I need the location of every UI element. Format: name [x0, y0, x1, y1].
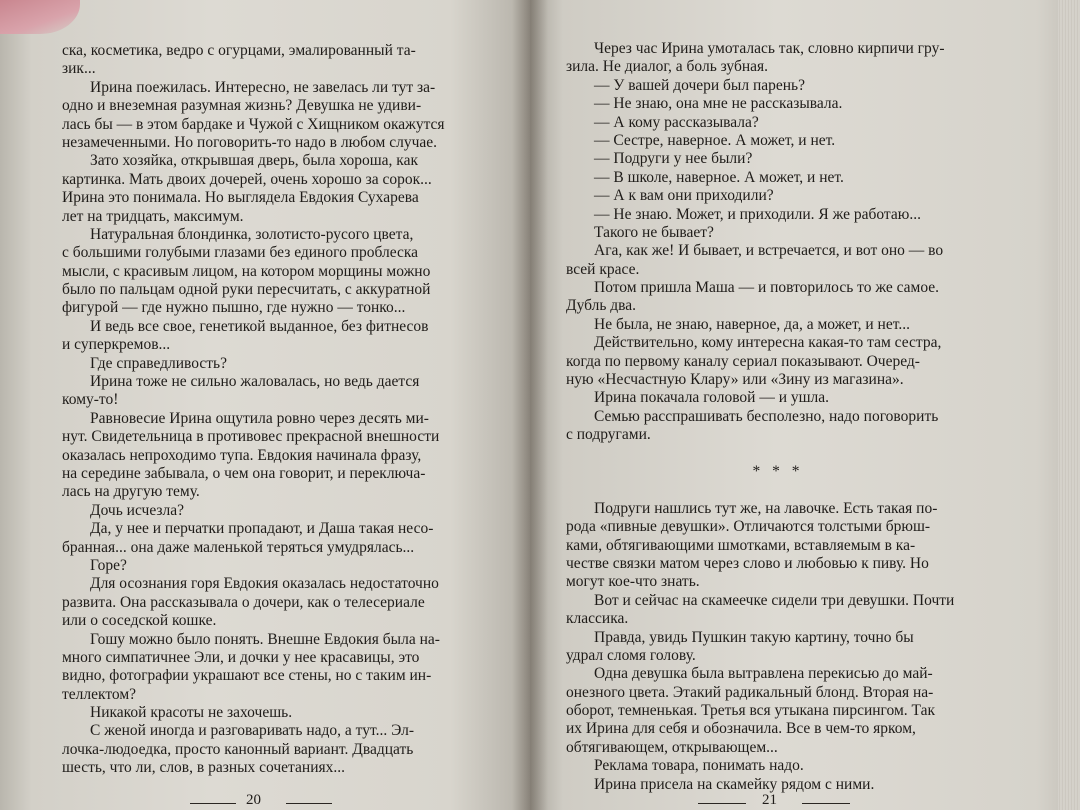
text-line: классика.: [566, 610, 629, 628]
text-line: когда по первому каналу сериал показывают. Очеред-: [566, 352, 920, 370]
text-line: Да, у нее и перчатки пропадают, и Даша такая несо-: [90, 520, 434, 538]
text-line: с большими голубыми глазами без единого проблеска: [62, 244, 419, 262]
text-line: Никакой красоты не захочешь.: [90, 704, 293, 722]
book-gutter: [512, 0, 548, 810]
text-line: Зато хозяйка, открывшая дверь, была хороша, как: [90, 152, 419, 170]
page-number-left: 20: [246, 792, 261, 808]
text-line: могут кое-что знать.: [566, 573, 700, 591]
text-line: и суперкремов...: [62, 336, 171, 354]
text-line: незамеченными. Но поговорить-то надо в любом случае.: [62, 133, 438, 151]
text-line: Вот и сейчас на скамеечке сидели три девушки. Почти: [594, 591, 955, 609]
text-line: Такого не бывает?: [594, 223, 714, 241]
text-line: всей красе.: [566, 260, 640, 278]
text-line: фигурой — где нужно пышно, где нужно — тонко...: [62, 299, 406, 317]
text-line: Гошу можно было понять. Внешне Евдокия была на-: [90, 630, 440, 648]
folio-rule-left-a: [190, 803, 236, 804]
text-line: было по пальцам одной руки пересчитать, с аккуратной: [62, 281, 431, 299]
folio-rule-right-a: [698, 803, 746, 804]
text-line: ную «Несчастную Клару» или «Зину из магазина».: [566, 371, 904, 389]
text-line: Для осознания горя Евдокия оказалась недостаточно: [90, 575, 439, 593]
right-page-text: [566, 40, 990, 794]
text-line: лась на другую тему.: [62, 483, 200, 501]
text-line: лет на тридцать, максимум.: [62, 207, 244, 225]
text-line: — Подруги у нее были?: [594, 150, 753, 168]
text-line: Действительно, кому интересна какая-то там сестра,: [594, 334, 942, 352]
text-line: — Не знаю. Может, и приходили. Я же работаю...: [594, 205, 921, 223]
text-line: Ирина покачала головой — и ушла.: [594, 389, 830, 407]
text-line: Натуральная блондинка, золотисто-русого цвета,: [90, 225, 414, 243]
text-line: онезного цвета. Этакий радикальный блонд. Вторая на-: [566, 683, 934, 701]
text-line: оказалась непроходимо тупа. Евдокия начинала фразу,: [62, 446, 422, 464]
text-line: лочка-людоедка, просто канонный вариант. Двадцать: [62, 740, 414, 758]
text-line: [566, 481, 990, 499]
text-line: развита. Она рассказывала о дочери, как о телесериале: [62, 593, 425, 611]
text-line: Потом пришла Маша — и повторилось то же самое.: [594, 279, 940, 297]
text-line: на середине забывала, о чем она говорит, и переключа-: [62, 464, 426, 482]
text-line: картинка. Мать двоих дочерей, очень хорошо за сорок...: [62, 170, 432, 188]
text-line: кому-то!: [62, 391, 119, 409]
text-line: — А к вам они приходили?: [594, 187, 774, 205]
text-line: рода «пивные девушки». Отличаются толстыми брюш-: [566, 518, 931, 536]
text-line: Ирина это понимала. Но выглядела Евдокия Сухарева: [62, 189, 419, 207]
text-line: Ирина тоже не сильно жаловалась, но ведь дается: [90, 373, 420, 391]
text-line: Одна девушка была вытравлена перекисью до май-: [594, 665, 933, 683]
text-line: зик...: [62, 60, 96, 78]
text-line: честве связки матом через слово и любовью к пиву. Но: [566, 554, 929, 572]
page-number-right: 21: [762, 792, 777, 808]
text-line: — Сестре, наверное. А может, и нет.: [594, 131, 836, 149]
text-line: зила. Не диалог, а боль зубная.: [566, 58, 769, 76]
text-line: Реклама товара, понимать надо.: [594, 757, 804, 775]
text-line: Горе?: [90, 556, 127, 574]
text-line: С женой иногда и разговаривать надо, а тут... Эл-: [90, 722, 415, 740]
page-edge: [1058, 0, 1080, 810]
text-line: — У вашей дочери был парень?: [594, 76, 805, 94]
text-line: лась бы — в этом бардаке и Чужой с Хищником окажутся: [62, 115, 445, 133]
text-line: Где справедливость?: [90, 354, 228, 372]
text-line: много симпатичнее Эли, и дочки у нее красавицы, это: [62, 648, 420, 666]
text-line: Не была, не знаю, наверное, да, а может, и нет...: [594, 315, 910, 333]
text-line: Дубль два.: [566, 297, 637, 315]
text-line: ками, обтягивающими шмотками, вставляемым в ка-: [566, 536, 916, 554]
text-line: видно, фотографии украшают все стены, но с таким ин-: [62, 667, 432, 685]
text-line: Ага, как же! И бывает, и встречается, и вот оно — во: [594, 242, 944, 260]
folio-rule-right-b: [802, 803, 850, 804]
text-line: — А кому рассказывала?: [594, 113, 759, 131]
text-line: И ведь все свое, генетикой выданное, без фитнесов: [90, 317, 429, 335]
text-line: Правда, увидь Пушкин такую картину, точно бы: [594, 628, 914, 646]
left-page-text: [62, 42, 470, 778]
text-line: с подругами.: [566, 426, 651, 444]
text-line: Подруги нашлись тут же, на лавочке. Есть такая по-: [594, 499, 938, 517]
text-line: мысли, с красивым лицом, на котором морщины можно: [62, 262, 431, 280]
section-separator: * * *: [752, 462, 804, 480]
text-line: теллектом?: [62, 685, 137, 703]
text-line: Дочь исчезла?: [90, 501, 185, 519]
text-line: Равновесие Ирина ощутила ровно через десять ми-: [90, 409, 429, 427]
text-line: или о соседской кошке.: [62, 612, 217, 630]
text-line: бранная... она даже маленькой теряться умудрялась...: [62, 538, 415, 556]
text-line: одно и внеземная разумная жизнь? Девушка не удиви-: [62, 97, 422, 115]
text-line: оборот, темненькая. Третья вся утыкана пирсингом. Так: [566, 702, 936, 720]
text-line: их Ирина для себя и обозначила. Все в чем-то ярком,: [566, 720, 916, 738]
text-line: нут. Свидетельница в противовес прекрасной внешности: [62, 428, 440, 446]
text-line: шесть, что ли, слов, в разных сочетаниях...: [62, 759, 345, 777]
pink-object-corner: [0, 0, 80, 34]
text-line: [566, 445, 990, 463]
folio-rule-left-b: [286, 803, 332, 804]
text-line: — В школе, наверное. А может, и нет.: [594, 168, 844, 186]
text-line: Ирина присела на скамейку рядом с ними.: [594, 775, 875, 793]
text-line: удрал сломя голову.: [566, 646, 696, 664]
text-line: ска, косметика, ведро с огурцами, эмалированный та-: [62, 42, 416, 59]
text-line: обтягивающем, открывающем...: [566, 738, 778, 756]
right-page: [530, 0, 1080, 810]
left-page: [0, 0, 530, 810]
text-line: — Не знаю, она мне не рассказывала.: [594, 95, 843, 113]
text-line: Через час Ирина умоталась так, словно кирпичи гру-: [594, 40, 945, 57]
text-line: Ирина поежилась. Интересно, не завелась ли тут за-: [90, 78, 436, 96]
text-line: Семью расспрашивать бесполезно, надо поговорить: [594, 407, 939, 425]
